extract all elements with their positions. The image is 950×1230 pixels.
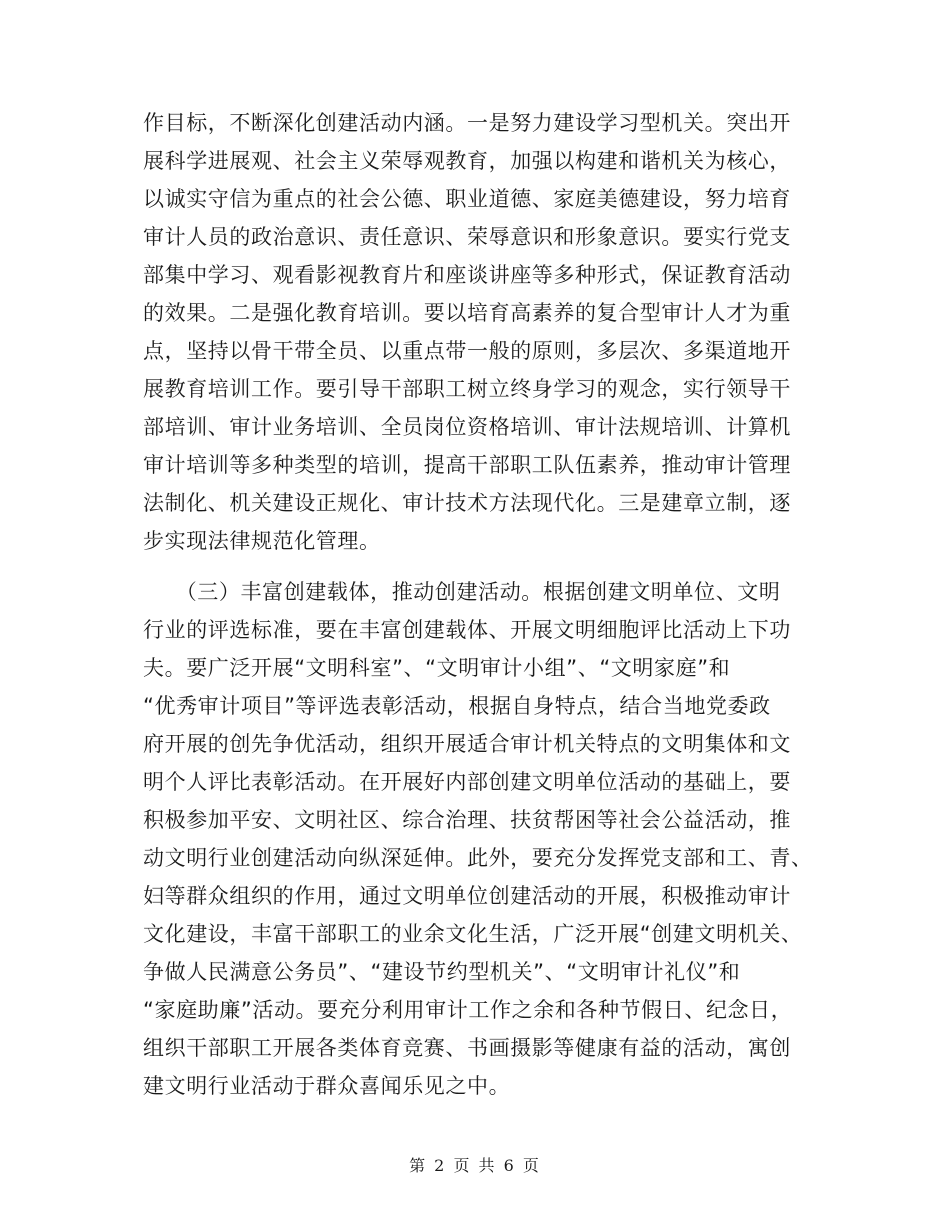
text-line: 建文明行业活动于群众喜闻乐见之中。 xyxy=(143,1074,511,1098)
text-line: 争做人民满意公务员”、“建设节约型机关”、“文明审计礼仪”和 xyxy=(143,960,741,984)
page-number-footer: 第 2 页 共 6 页 xyxy=(409,1156,541,1175)
text-line: 明个人评比表彰活动。在开展好内部创建文明单位活动的基础上，要 xyxy=(143,770,791,794)
text-line: 文化建设，丰富干部职工的业余文化生活，广泛开展“创建文明机关、 xyxy=(143,922,803,946)
paragraph-2 xyxy=(143,573,813,1105)
text-line: 部培训、审计业务培训、全员岗位资格培训、审计法规培训、计算机 xyxy=(143,415,791,439)
text-line: 行业的评选标准，要在丰富创建载体、开展文明细胞评比活动上下功 xyxy=(143,618,791,642)
text-line: 审计人员的政治意识、责任意识、荣辱意识和形象意识。要实行党支 xyxy=(143,225,791,249)
document-body xyxy=(143,104,813,1105)
text-line: 动文明行业创建活动向纵深延伸。此外，要充分发挥党支部和工、青、 xyxy=(143,846,813,870)
paragraph-spacer xyxy=(143,560,805,573)
text-line: 夫。要广泛开展“文明科室”、“文明审计小组”、“文明家庭”和 xyxy=(143,656,731,680)
text-line: 点，坚持以骨干带全员、以重点带一般的原则，多层次、多渠道地开 xyxy=(143,339,791,363)
text-line: 部集中学习、观看影视教育片和座谈讲座等多种形式，保证教育活动 xyxy=(143,263,791,287)
text-line: 作目标，不断深化创建活动内涵。一是努力建设学习型机关。突出开 xyxy=(143,111,791,135)
text-line: “优秀审计项目”等评选表彰活动，根据自身特点，结合当地党委政 xyxy=(143,694,771,718)
text-line: 展科学进展观、社会主义荣辱观教育，加强以构建和谐机关为核心， xyxy=(143,149,791,173)
text-line: 妇等群众组织的作用，通过文明单位创建活动的开展，积极推动审计 xyxy=(143,884,791,908)
text-line: 步实现法律规范化管理。 xyxy=(143,529,381,553)
text-line: （三）丰富创建载体，推动创建活动。根据创建文明单位、文明 xyxy=(143,580,781,604)
text-line: 组织干部职工开展各类体育竞赛、书画摄影等健康有益的活动，寓创 xyxy=(143,1036,791,1060)
text-line: 府开展的创先争优活动，组织开展适合审计机关特点的文明集体和文 xyxy=(143,732,791,756)
text-line: 的效果。二是强化教育培训。要以培育高素养的复合型审计人才为重 xyxy=(143,301,791,325)
text-line: 法制化、机关建设正规化、审计技术方法现代化。三是建章立制，逐 xyxy=(143,491,791,515)
text-line: 积极参加平安、文明社区、综合治理、扶贫帮困等社会公益活动，推 xyxy=(143,808,791,832)
text-line: 展教育培训工作。要引导干部职工树立终身学习的观念，实行领导干 xyxy=(143,377,791,401)
text-line: 以诚实守信为重点的社会公德、职业道德、家庭美德建设，努力培育 xyxy=(143,187,791,211)
paragraph-1 xyxy=(143,104,805,560)
text-line: “家庭助廉”活动。要充分利用审计工作之余和各种节假日、纪念日， xyxy=(143,998,793,1022)
text-line: 审计培训等多种类型的培训，提高干部职工队伍素养，推动审计管理 xyxy=(143,453,791,477)
